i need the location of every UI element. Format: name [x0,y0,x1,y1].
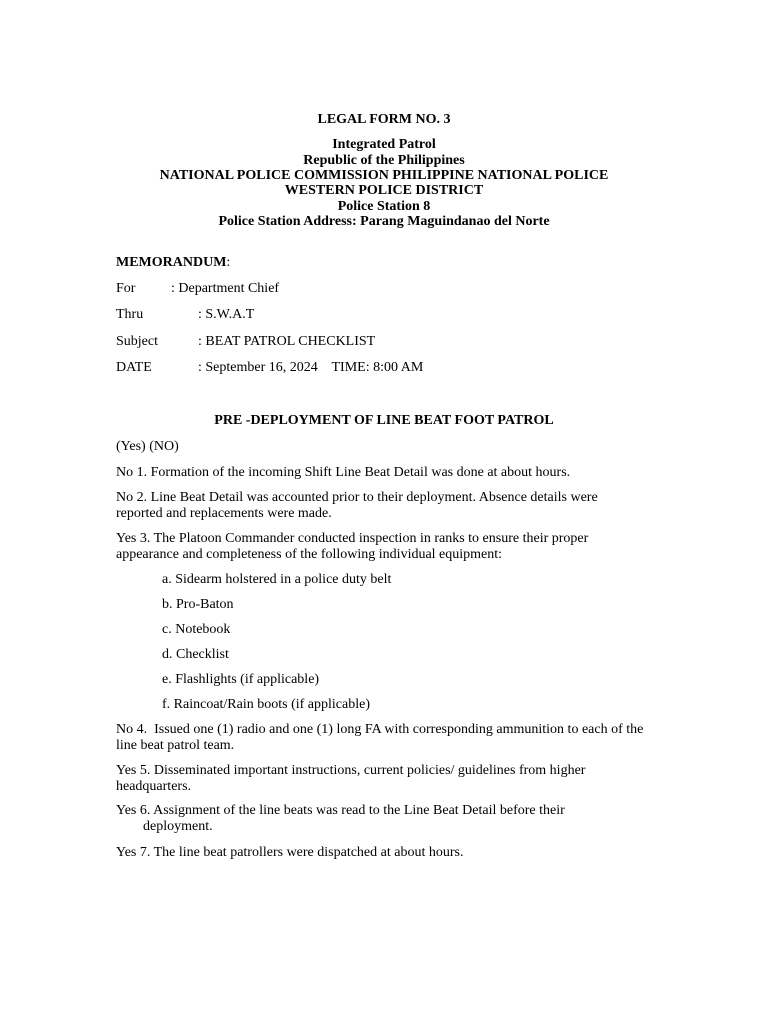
memo-thru-value: : S.W.A.T [198,307,255,322]
memorandum-heading [116,255,230,271]
form-title: LEGAL FORM NO. 3 [317,112,451,127]
header-line-district: WESTERN POLICE DISTRICT [284,183,484,198]
checklist-item-1: No 1. Formation of the incoming Shift Line Beat Detail was done at about hours. [116,465,571,480]
yes-no-legend: (Yes) (NO) [116,439,179,454]
header-line-napolcom: NATIONAL POLICE COMMISSION PHILIPPINE NATIONAL POLICE [159,168,609,183]
equipment-item-d: d. Checklist [162,647,229,662]
checklist-item-7: Yes 7. The line beat patrollers were dispatched at about hours. [116,845,464,860]
memo-date-label: DATE [116,360,152,375]
header-line-address: Police Station Address: Parang Maguindanao del Norte [218,214,550,229]
section-title: PRE -DEPLOYMENT OF LINE BEAT FOOT PATROL [214,413,554,428]
memo-subject-label: Subject [116,334,158,349]
equipment-item-e: e. Flashlights (if applicable) [162,672,320,687]
memo-date-value: : September 16, 2024 TIME: 8:00 AM [198,360,424,375]
checklist-item-5: Yes 5. Disseminated important instructions, current policies/ guidelines from higher headquarters. [116,763,586,794]
checklist-item-6: Yes 6. Assignment of the line beats was read to the Line Beat Detail before their [116,803,565,818]
equipment-item-b: b. Pro-Baton [162,597,234,612]
header-line-station: Police Station 8 [337,199,431,214]
equipment-item-a: a. Sidearm holstered in a police duty belt [162,572,392,587]
memorandum-heading-text: MEMORANDUM [116,255,227,270]
memo-subject-value: : BEAT PATROL CHECKLIST [198,334,376,349]
header-line-integrated-patrol: Integrated Patrol [332,137,436,152]
equipment-item-f: f. Raincoat/Rain boots (if applicable) [162,697,370,712]
memo-for-label: For [116,281,136,296]
memo-thru-label: Thru [116,307,144,322]
checklist-item-3: Yes 3. The Platoon Commander conducted inspection in ranks to ensure their proper appearance and completeness of the following individual equipment: [116,531,589,562]
checklist-item-2: No 2. Line Beat Detail was accounted prior to their deployment. Absence details were reported and replacements were made. [116,490,598,521]
checklist-item-4: No 4. Issued one (1) radio and one (1) long FA with corresponding ammunition to each of the line beat patrol team. [116,722,647,753]
checklist-item-6-continued: deployment. [143,819,213,834]
memorandum-heading-colon: : [226,255,231,270]
memo-for-value: : Department Chief [171,281,280,296]
header-line-republic: Republic of the Philippines [303,153,465,168]
equipment-item-c: c. Notebook [162,622,231,637]
